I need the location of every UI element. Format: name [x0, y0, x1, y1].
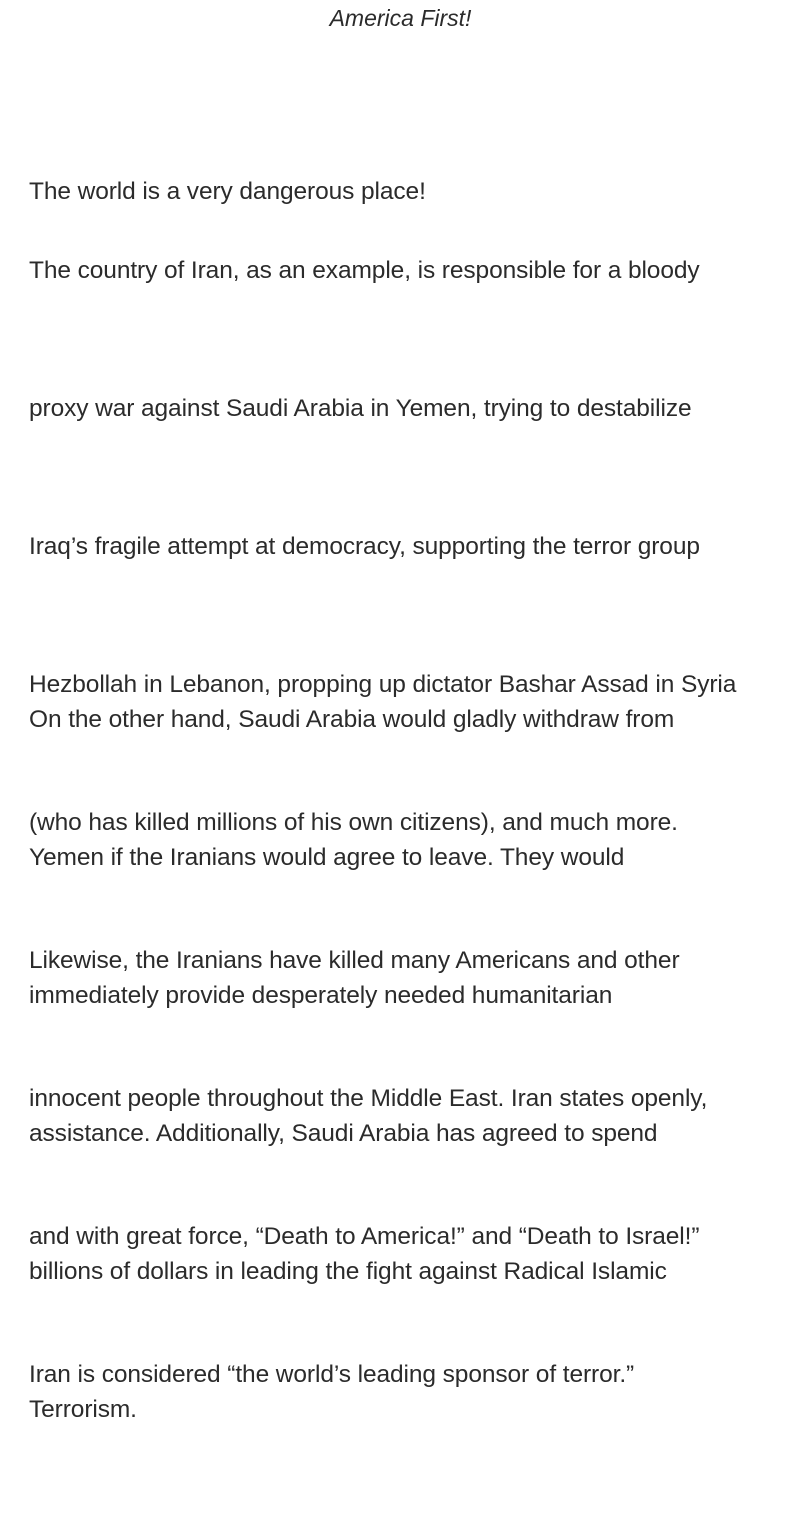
text-line: Yemen if the Iranians would agree to leave. They would [29, 844, 625, 871]
article-subtitle: America First! [329, 5, 472, 31]
text-line: immediately provide desperately needed humanitarian [29, 982, 613, 1009]
text-line: Iran is considered “the world’s leading sponsor of terror.” [29, 1361, 635, 1388]
text-line: billions of dollars in leading the fight against Radical Islamic [29, 1258, 667, 1285]
text-line: Hezbollah in Lebanon, propping up dictator Bashar Assad in Syria [29, 671, 737, 698]
text-line: Likewise, the Iranians have killed many Americans and other [29, 947, 680, 974]
article-body [29, 0, 801, 1423]
text-line: The country of Iran, as an example, is responsible for a bloody [29, 257, 700, 284]
text-line: and with great force, “Death to America!” and “Death to Israel!” [29, 1223, 700, 1250]
text-line: The world is a very dangerous place! [29, 178, 426, 205]
text-line: On the other hand, Saudi Arabia would gladly withdraw from [29, 706, 675, 733]
text-line: proxy war against Saudi Arabia in Yemen, trying to destabilize [29, 395, 692, 422]
paragraph-saudi [29, 605, 674, 1525]
text-line: Terrorism. [29, 1396, 137, 1423]
text-line: (who has killed millions of his own citizens), and much more. [29, 809, 678, 836]
text-line: assistance. Additionally, Saudi Arabia has agreed to spend [29, 1120, 658, 1147]
text-line: innocent people throughout the Middle East. Iran states openly, [29, 1085, 708, 1112]
text-line: Iraq’s fragile attempt at democracy, supporting the terror group [29, 533, 700, 560]
